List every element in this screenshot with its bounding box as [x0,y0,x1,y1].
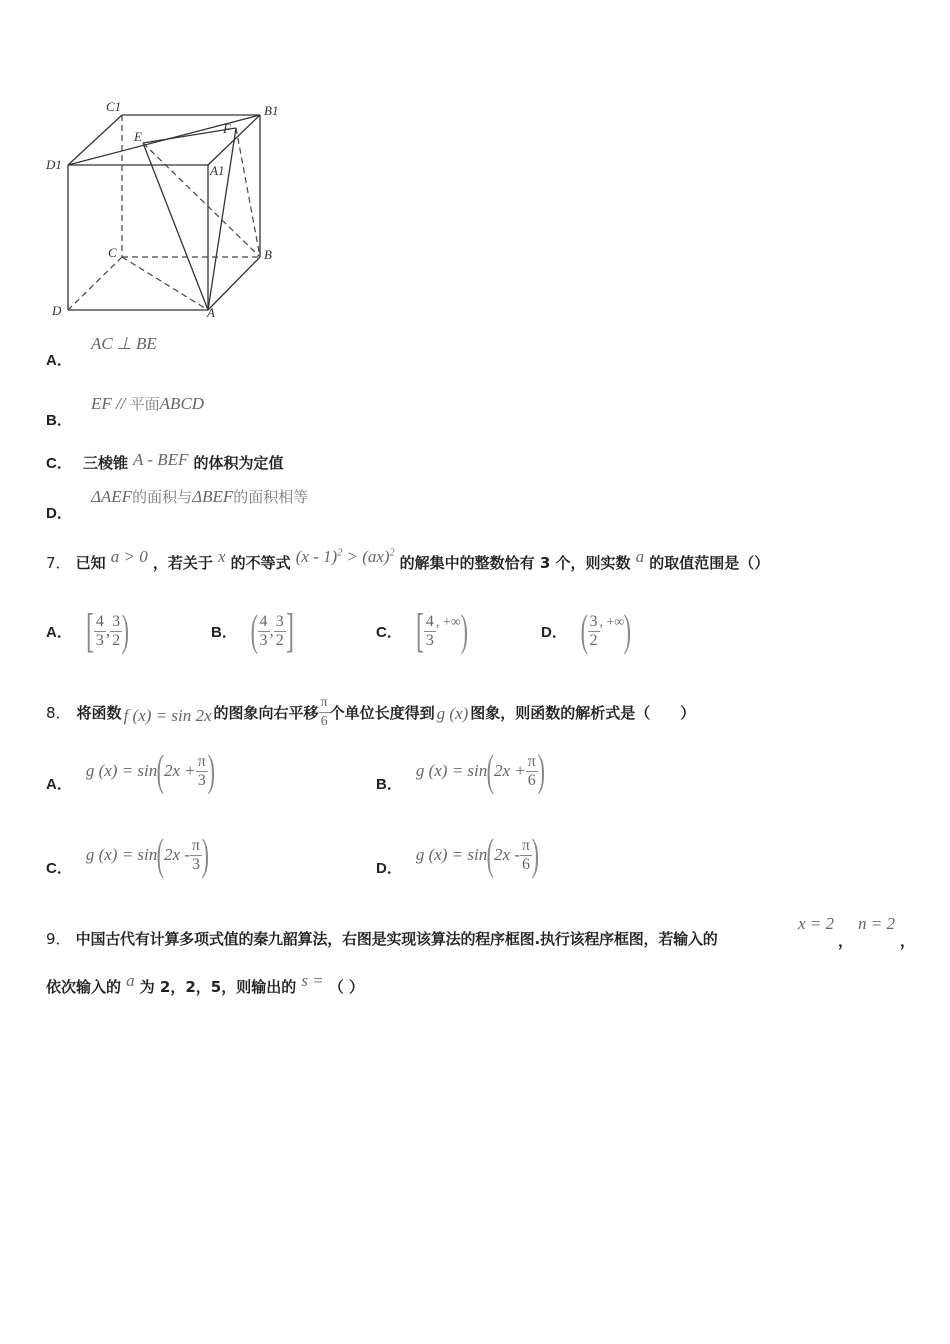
question-number: 9． [46,930,71,948]
comma: ， [900,932,916,950]
question-text: （ ） [328,978,365,996]
label-f: F [223,121,231,136]
option-label: C． [376,623,402,641]
option-inner: 2x + [163,761,196,780]
q6-option-d [46,486,309,522]
math-a: a [635,547,645,566]
q7-option-c [376,606,467,656]
question-number: 8． [46,703,71,722]
label-a1: A1 [210,163,225,178]
paren-left: ( [156,830,165,879]
fraction: $\frac{\pi}{6}$ [527,752,536,789]
math-s: s = [301,971,324,990]
option-label: D． [541,623,567,641]
label-d1: D1 [46,157,62,172]
label-e: E [134,129,142,144]
edge-c-d [68,257,122,310]
interval-tail: , +∞ [599,615,625,630]
fraction: $\frac{3}{2}$ [589,612,598,649]
question-text: 图象，则函数的解析式是（ ） [470,703,696,722]
question-text: 的解集中的整数恰有 3 个，则实数 [399,554,631,572]
q7-option-b: B． ( $\frac{4}{3}$ , $\frac{3}{2}$ ] [211,604,294,657]
question-text: 的取值范围是（） [649,554,770,572]
q6-option-b [46,393,205,429]
bracket-right: ) [121,606,130,655]
bracket-right: ) [460,606,468,655]
option-lhs: g (x) = sin [85,761,158,780]
question-text: 的不等式 [230,554,291,572]
option-text-post: 的体积为定值 [193,454,284,472]
option-label: A． [46,623,72,641]
math-f: f (x) = sin 2x [123,706,212,725]
option-math-1: ΔAEF [90,487,133,506]
interval-tail: , +∞ [435,615,461,630]
option-inner: 2x + [493,761,526,780]
math-a-gt-0: a > 0 [110,547,148,566]
edge-a-b [208,257,260,310]
fraction: $\frac{4}{3}$ [259,612,268,649]
math-x-eq-2: x = 2 [798,914,835,933]
segment-e-a [143,143,208,310]
option-text-post: 的面积相等 [233,488,309,506]
math-lhs: (x - 1) [295,547,338,566]
option-lhs: g (x) = sin [415,761,488,780]
q8-option-b [376,746,544,796]
math-exp: 2 [389,547,395,559]
math-exp: 2 [337,547,343,559]
paren-left: ( [156,746,165,795]
question-text: 已知 [75,554,106,572]
math-x: x [217,547,226,566]
question-text: 依次输入的 [46,978,122,996]
fraction: $\frac{\pi}{3}$ [191,836,200,873]
bracket-left: ( [580,606,588,655]
label-c: C [108,245,117,260]
fraction-pi-6: $\frac{\pi}{6}$ [320,694,328,729]
bracket-left: [ [415,604,424,657]
cube-figure [40,95,300,325]
segment-c-a [122,257,208,310]
paren-right: ) [207,746,215,795]
label-b1: B1 [264,103,279,118]
q8-option-d [376,830,539,880]
paren-right: ) [201,830,209,879]
option-label: D． [376,859,402,877]
label-d: D [52,303,62,318]
bracket-right: ] [285,604,294,657]
option-text-pre: 三棱锥 [82,454,128,472]
option-lhs: g (x) = sin [415,845,488,864]
option-math-tail: ABCD [159,394,205,413]
paren-right: ) [537,746,545,795]
question-9-line-2 [46,971,365,997]
fraction: $\frac{3}{2}$ [275,612,284,649]
q7-option-a: A． [ $\frac{4}{3}$ , $\frac{3}{2}$ ) [46,604,130,657]
label-a: A [207,305,215,320]
question-text: 将函数 [76,703,122,722]
option-label: C． [46,859,72,877]
paren-left: ( [486,830,495,879]
option-label: A． [46,775,72,793]
option-math-cn: 平面 [129,395,160,413]
math-inequality [296,547,395,566]
option-label: B． [376,775,402,793]
paren-right: ) [531,830,539,879]
q7-option-d [541,606,631,656]
fraction: $\frac{4}{3}$ [425,612,434,649]
option-math: EF // [90,394,130,413]
question-7 [46,547,770,573]
question-text: ，若关于 [152,554,213,572]
option-label: C． [46,455,72,472]
paren-left: ( [486,746,495,795]
math-a: a [126,971,135,990]
bracket-left: [ [85,604,94,657]
option-label: B． [46,412,72,429]
fraction: $\frac{\pi}{6}$ [521,836,530,873]
option-text-mid: 的面积与 [132,488,193,506]
question-text: 个单位长度得到 [329,703,435,722]
question-text: 中国古代有计算多项式值的秦九韶算法，右图是实现该算法的程序框图.执行该程序框图，若输入的 [75,930,718,948]
bracket-right: ) [624,606,632,655]
option-math-2: ΔBEF [192,487,234,506]
math-g: g (x) [436,704,469,723]
question-number: 7． [46,554,71,572]
option-math: AC ⊥ BE [90,334,157,353]
option-label: A． [46,352,72,369]
label-b: B [264,247,272,262]
q8-option-c [46,830,209,880]
option-label: B． [211,623,237,641]
question-text: 的图象向右平移 [213,703,319,722]
math-n-eq-2: n = 2 [858,914,895,933]
bracket-left: ( [250,606,258,655]
question-9-line-1 [46,928,718,949]
q6-option-a [46,333,157,369]
fraction: $\frac{\pi}{3}$ [197,752,206,789]
math-rhs: > (ax) [342,547,390,566]
comma: ， [838,932,854,950]
q6-option-c [46,452,284,473]
option-lhs: g (x) = sin [85,845,158,864]
label-c1: C1 [106,99,122,114]
fraction: $\frac{3}{2}$ [112,612,121,649]
option-label: D． [46,505,72,522]
option-inner: 2x - [493,845,520,864]
question-8 [46,690,695,734]
segment-f-a [208,128,236,310]
option-inner: 2x - [163,845,190,864]
question-text: 为 2，2，5，则输出的 [139,978,297,996]
q8-option-a [46,746,214,796]
fraction: $\frac{4}{3}$ [95,612,104,649]
option-math: A - BEF [133,450,189,469]
